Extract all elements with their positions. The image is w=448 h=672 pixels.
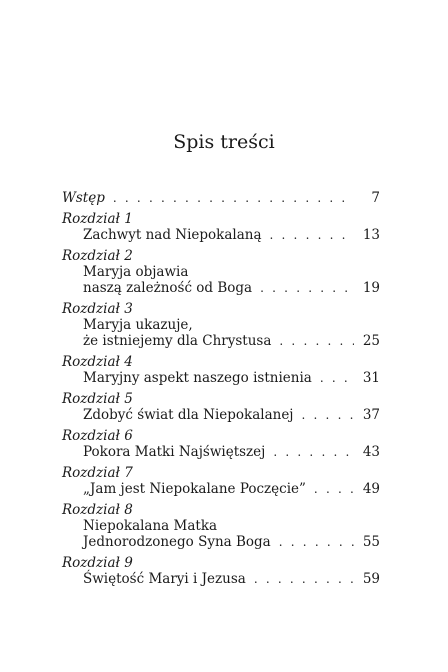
dot-leader: [302, 407, 355, 423]
toc-entry-chapter-8: [62, 502, 380, 550]
chapter-heading: Rozdział 1: [62, 211, 133, 227]
toc-row: [62, 444, 380, 460]
page-number: 43: [362, 444, 380, 460]
toc-row: [62, 481, 380, 497]
toc-row: [62, 571, 380, 587]
toc-entry-chapter-9: [62, 555, 380, 587]
chapter-heading: Rozdział 8: [62, 502, 133, 518]
chapter-title: naszą zależność od Boga: [83, 280, 253, 296]
dot-leader: [320, 370, 354, 386]
toc-row: [62, 227, 380, 243]
toc-row: [62, 407, 380, 423]
toc-row: [62, 333, 380, 349]
page-number: 55: [362, 534, 380, 550]
dot-leader: [270, 227, 355, 243]
toc-entry-chapter-1: [62, 211, 380, 243]
toc-entry-chapter-4: [62, 354, 380, 386]
chapter-title: Pokora Matki Najświętszej: [83, 444, 266, 460]
toc-row: [62, 280, 380, 296]
chapter-title: Zachwyt nad Niepokalaną: [83, 227, 262, 243]
chapter-heading: Rozdział 2: [62, 248, 133, 264]
chapter-title: Świętość Maryi i Jezusa: [83, 571, 246, 587]
chapter-title-line: Niepokalana Matka: [83, 518, 218, 534]
toc-entry-chapter-5: [62, 391, 380, 423]
chapter-heading: Rozdział 7: [62, 465, 133, 481]
toc-entry-chapter-2: [62, 248, 380, 296]
toc-entry-chapter-3: [62, 301, 380, 349]
toc-entry-chapter-7: [62, 465, 380, 497]
dot-leader: [273, 444, 354, 460]
page-number: 13: [362, 227, 380, 243]
page-title: Spis treści: [173, 131, 275, 153]
dot-leader: [279, 333, 354, 349]
toc-row: [62, 534, 380, 550]
dot-leader: [254, 571, 354, 587]
chapter-title: Zdobyć świat dla Niepokalanej: [83, 407, 294, 423]
dot-leader: [260, 280, 354, 296]
page-number: 37: [362, 407, 380, 423]
chapter-heading: Rozdział 4: [62, 354, 133, 370]
chapter-title: Jednorodzonego Syna Boga: [83, 534, 271, 550]
dot-leader: [279, 534, 354, 550]
chapter-title-line: Maryja ukazuje,: [83, 317, 193, 333]
dot-leader: [314, 481, 354, 497]
toc-entry-intro: [62, 190, 380, 206]
table-of-contents: [62, 190, 380, 592]
dot-leader: [113, 190, 354, 206]
page-number: 7: [371, 190, 380, 206]
chapter-heading: Rozdział 3: [62, 301, 133, 317]
chapter-title-line: Maryja objawia: [83, 264, 189, 280]
toc-entry-title: Wstęp: [62, 190, 105, 206]
page-number: 19: [362, 280, 380, 296]
chapter-title: Maryjny aspekt naszego istnienia: [83, 370, 312, 386]
chapter-heading: Rozdział 9: [62, 555, 133, 571]
page-number: 31: [362, 370, 380, 386]
chapter-heading: Rozdział 6: [62, 428, 133, 444]
toc-entry-chapter-6: [62, 428, 380, 460]
page-number: 49: [362, 481, 380, 497]
toc-row: [62, 370, 380, 386]
chapter-heading: Rozdział 5: [62, 391, 133, 407]
page-number: 59: [362, 571, 380, 587]
chapter-title: że istniejemy dla Chrystusa: [83, 333, 272, 349]
chapter-title: „Jam jest Niepokalane Poczęcie”: [83, 481, 306, 497]
page-number: 25: [362, 333, 380, 349]
toc-row-intro: [62, 190, 380, 206]
